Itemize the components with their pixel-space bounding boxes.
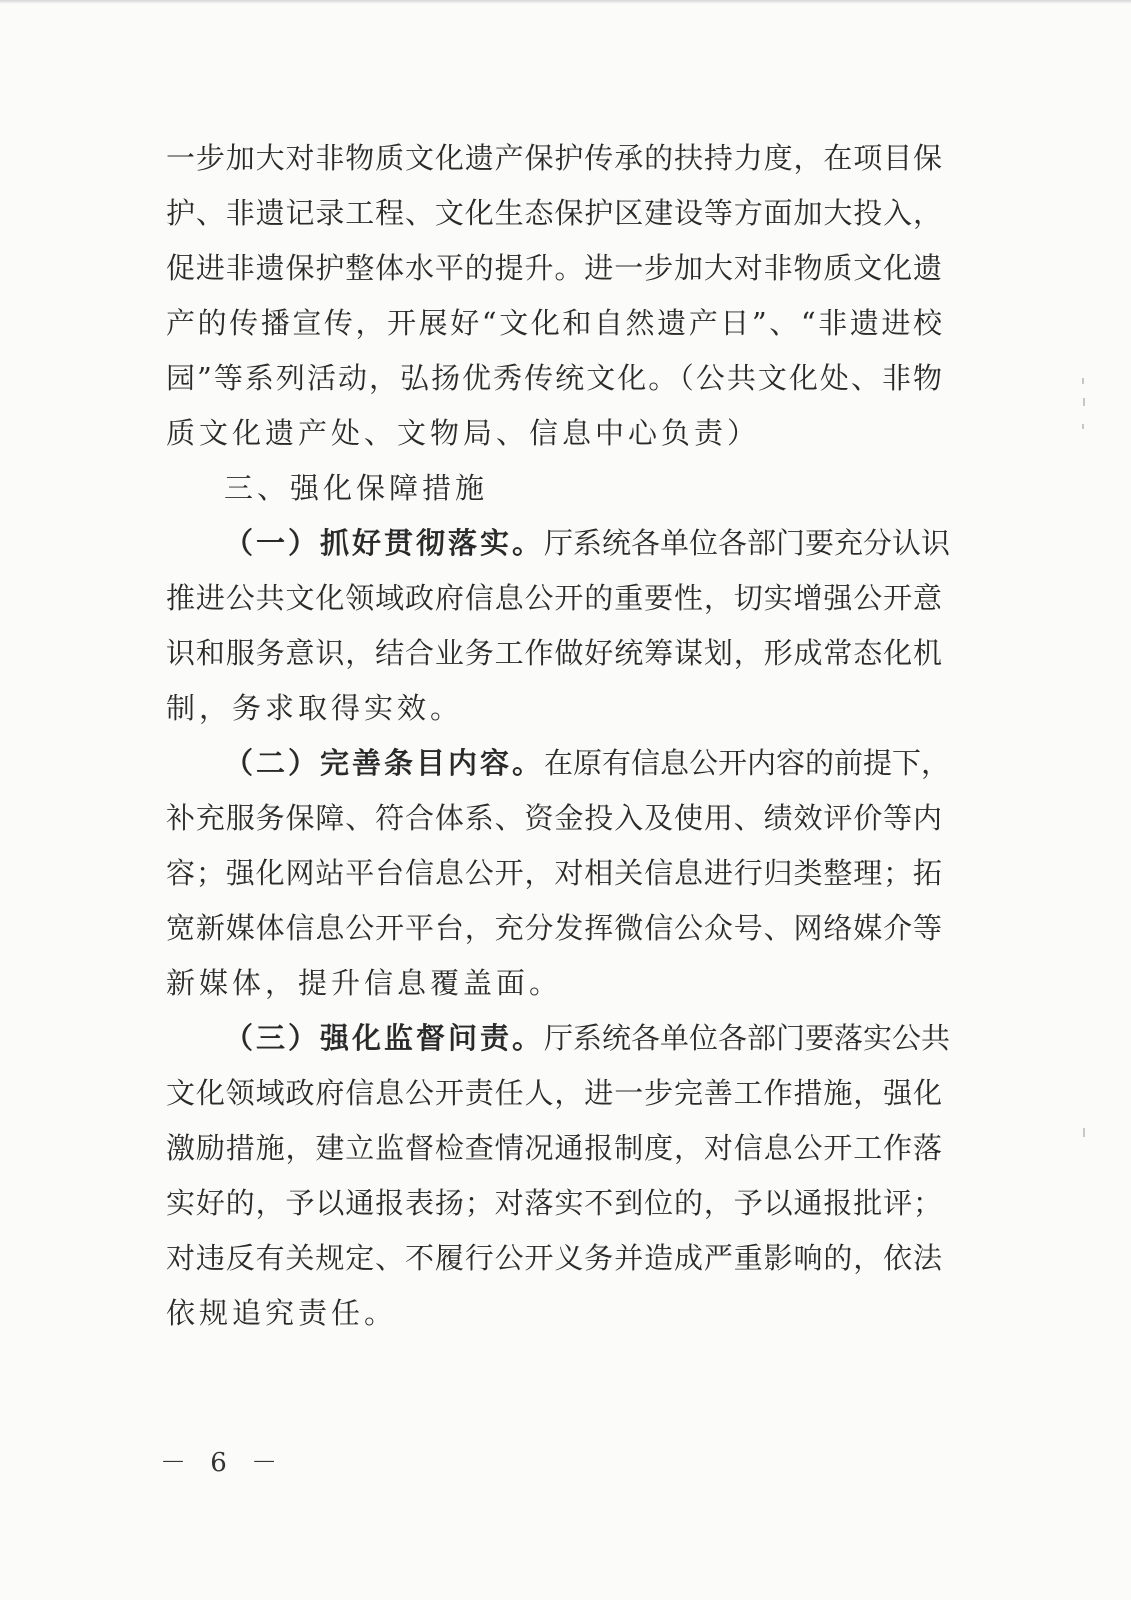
text-line: 促进非遗保护整体水平的提升。进一步加大对非物质文化遗 (166, 251, 942, 285)
item-first-line-text: 在原有信息公开内容的前提下， (544, 746, 951, 780)
text-line: 产的传播宣传，开展好“文化和自然遗产日”、“非遗进校 (166, 306, 942, 340)
page-number: － 6 － (160, 1448, 286, 1478)
item-lead: （二）完善条目内容。 (224, 746, 545, 780)
text-line: 新媒体，提升信息覆盖面。 (166, 966, 563, 1000)
text-line (166, 516, 951, 571)
paragraph-continuation (166, 131, 942, 461)
text-line: 推进公共文化领域政府信息公开的重要性，切实增强公开意 (166, 581, 942, 615)
text-line: 文化领域政府信息公开责任人，进一步完善工作措施，强化 (166, 1076, 942, 1110)
item-first-line-text: 厅系统各单位各部门要落实公共 (544, 1021, 951, 1055)
text-line: 质文化遗产处、文物局、信息中心负责） (166, 416, 761, 450)
document-body (166, 131, 951, 1341)
text-line (166, 736, 951, 791)
item-lead: （一）抓好贯彻落实。 (224, 526, 545, 560)
text-line: 补充服务保障、符合体系、资金投入及使用、绩效评价等内 (166, 801, 942, 835)
item-first-line-text: 厅系统各单位各部门要充分认识 (544, 526, 951, 560)
item-3 (166, 1011, 951, 1341)
text-line: 依规追究责任。 (166, 1296, 398, 1330)
text-line: 园”等系列活动，弘扬优秀传统文化。（公共文化处、非物 (166, 361, 942, 395)
text-line: 实好的，予以通报表扬；对落实不到位的，予以通报批评； (166, 1186, 942, 1220)
item-lead: （三）强化监督问责。 (224, 1021, 545, 1055)
item-1 (166, 516, 951, 736)
scan-top-edge (0, 0, 1131, 4)
text-line (166, 1011, 951, 1066)
item-2 (166, 736, 951, 1011)
scan-speck (1083, 398, 1085, 406)
scan-speck (1083, 1128, 1085, 1137)
text-line: 一步加大对非物质文化遗产保护传承的扶持力度，在项目保 (166, 141, 942, 175)
text-line: 激励措施，建立监督检查情况通报制度，对信息公开工作落 (166, 1131, 942, 1165)
scan-speck (1082, 424, 1084, 429)
text-line: 识和服务意识，结合业务工作做好统筹谋划，形成常态化机 (166, 636, 942, 670)
text-line: 宽新媒体信息公开平台，充分发挥微信公众号、网络媒介等 (166, 911, 942, 945)
text-line: 对违反有关规定、不履行公开义务并造成严重影响的，依法 (166, 1241, 942, 1275)
text-line: 制，务求取得实效。 (166, 691, 464, 725)
section-heading: 三、强化保障措施 (224, 471, 489, 505)
text-line: 容；强化网站平台信息公开，对相关信息进行归类整理；拓 (166, 856, 942, 890)
text-line: 护、非遗记录工程、文化生态保护区建设等方面加大投入， (166, 196, 942, 230)
scan-speck (1082, 378, 1084, 384)
